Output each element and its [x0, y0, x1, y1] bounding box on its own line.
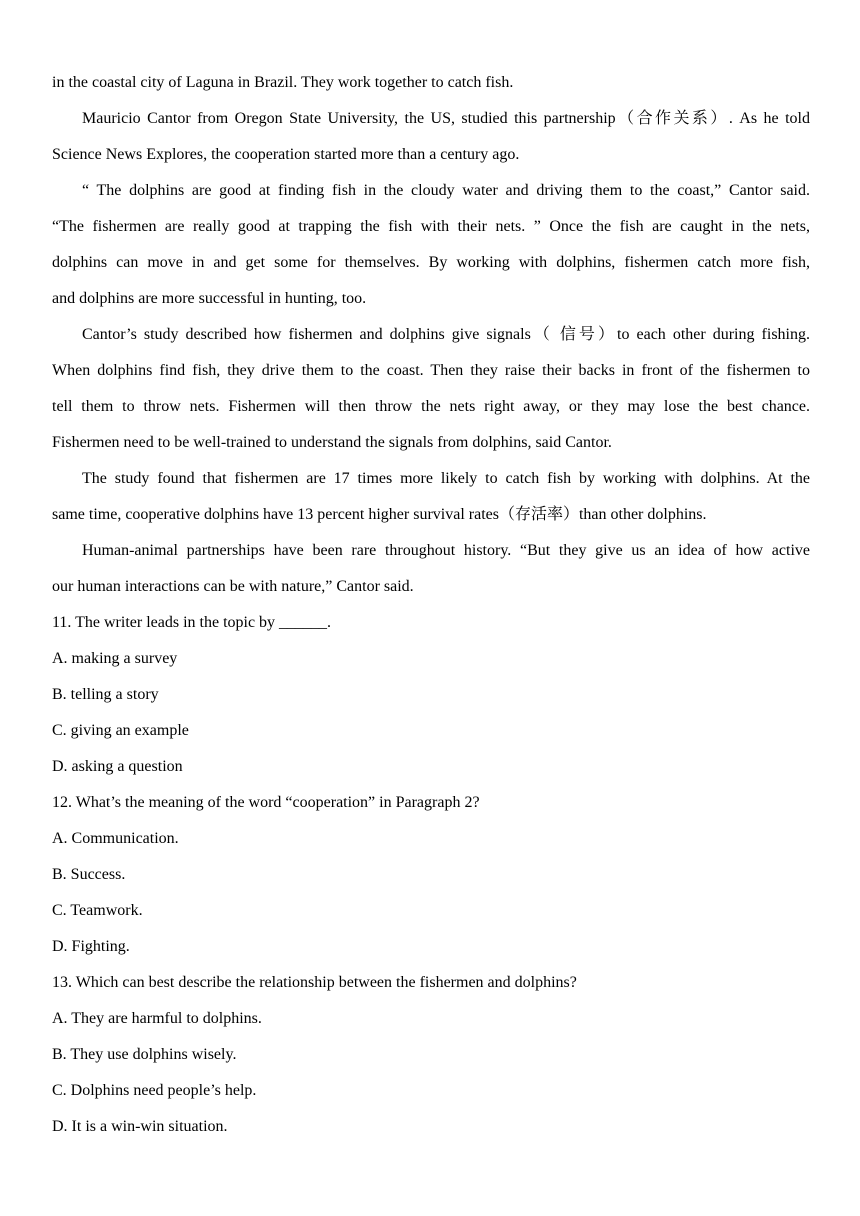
question-block: [52, 605, 810, 785]
passage-line: Cantor’s study described how fishermen and dolphins give signals（ 信号）to each other during fishing.: [82, 326, 810, 343]
passage: [52, 65, 810, 605]
passage-line: Human-animal partnerships have been rare throughout history. “But they give us an idea of how active: [82, 542, 810, 559]
question-block: [52, 965, 810, 1145]
answer-option: D. asking a question: [52, 758, 183, 775]
passage-line: “The fishermen are really good at trapping the fish with their nets. ” Once the fish are caught in the nets,: [52, 218, 810, 235]
answer-option: A. They are harmful to dolphins.: [52, 1010, 262, 1027]
question-block: [52, 785, 810, 965]
passage-line: tell them to throw nets. Fishermen will then throw the nets right away, or they may lose the best chance.: [52, 398, 810, 415]
document-page: [52, 65, 810, 1145]
answer-option: C. Dolphins need people’s help.: [52, 1082, 257, 1099]
answer-option: D. Fighting.: [52, 938, 130, 955]
passage-line: and dolphins are more successful in hunting, too.: [52, 290, 367, 307]
passage-line: The study found that fishermen are 17 times more likely to catch fish by working with dolphins. At the: [82, 470, 810, 487]
question-stem: 12. What’s the meaning of the word “cooperation” in Paragraph 2?: [52, 794, 480, 811]
passage-line: our human interactions can be with nature,” Cantor said.: [52, 578, 414, 595]
passage-line: dolphins can move in and get some for themselves. By working with dolphins, fishermen catch more fish,: [52, 254, 810, 271]
answer-option: B. They use dolphins wisely.: [52, 1046, 237, 1063]
question-stem: 11. The writer leads in the topic by ______.: [52, 614, 332, 631]
passage-line: When dolphins find fish, they drive them to the coast. Then they raise their backs in front of the fishermen to: [52, 362, 810, 379]
passage-line: Fishermen need to be well-trained to understand the signals from dolphins, said Cantor.: [52, 434, 612, 451]
answer-option: A. Communication.: [52, 830, 179, 847]
answer-option: C. giving an example: [52, 722, 189, 739]
passage-line: same time, cooperative dolphins have 13 percent higher survival rates（存活率）than other dolphins.: [52, 506, 707, 523]
questions: [52, 605, 810, 1145]
passage-line: Mauricio Cantor from Oregon State University, the US, studied this partnership（合作关系）. As he told: [82, 110, 810, 127]
passage-line: “ The dolphins are good at finding fish in the cloudy water and driving them to the coast,” Cantor said.: [82, 182, 810, 199]
answer-option: B. Success.: [52, 866, 126, 883]
answer-option: C. Teamwork.: [52, 902, 143, 919]
answer-option: A. making a survey: [52, 650, 178, 667]
passage-line: Science News Explores, the cooperation started more than a century ago.: [52, 146, 520, 163]
question-stem: 13. Which can best describe the relationship between the fishermen and dolphins?: [52, 974, 577, 991]
passage-line: in the coastal city of Laguna in Brazil. They work together to catch fish.: [52, 74, 514, 91]
answer-option: B. telling a story: [52, 686, 159, 703]
answer-option: D. It is a win-win situation.: [52, 1118, 228, 1135]
